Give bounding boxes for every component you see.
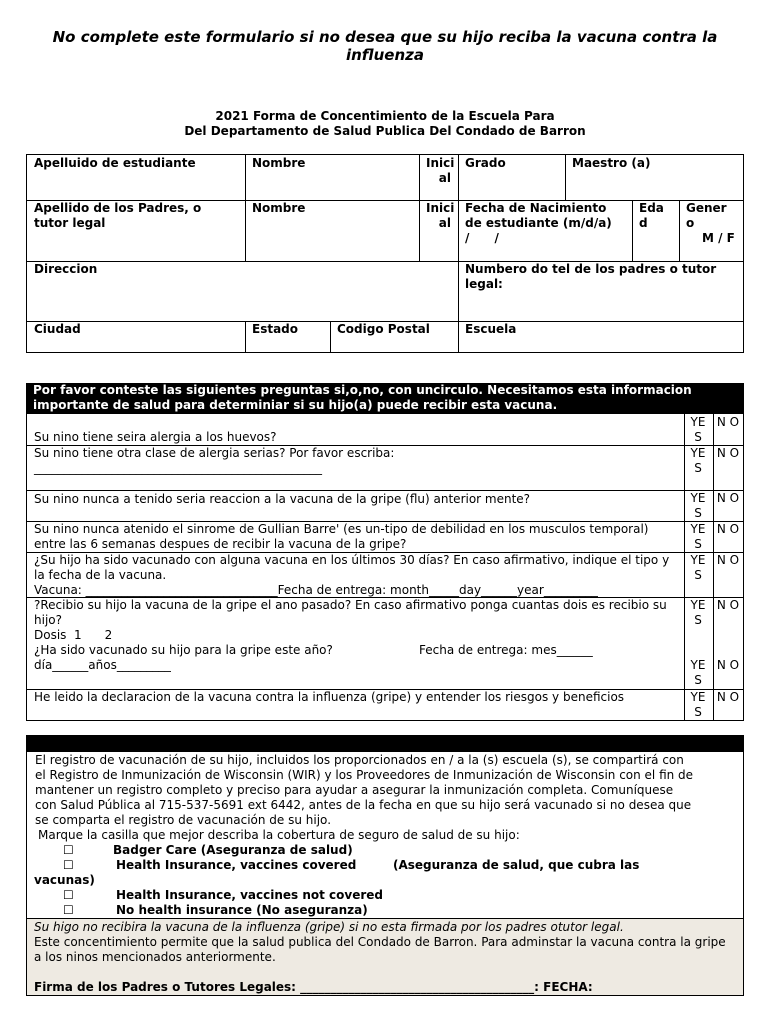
zip-label: Codigo Postal: [337, 322, 430, 336]
birthdate-slashes: / /: [465, 231, 499, 245]
parent-first-name-label: Nombre: [252, 201, 306, 215]
yes-option[interactable]: YE S: [690, 690, 706, 719]
birthdate-label: Fecha de Nacimiento de estudiante (m/d/a) / /: [458, 200, 632, 247]
signature-section: [26, 918, 744, 996]
student-first-name-label: Nombre: [252, 156, 306, 170]
option-insurance-covered-spanish-cont: vacunas): [34, 873, 95, 887]
no-option[interactable]: N O: [716, 598, 740, 612]
student-info-table: [26, 154, 744, 353]
question-read-statement: He leido la declaracion de la vacuna contra la influenza (gripe) y entender los riesgos y beneficios: [34, 690, 625, 704]
gender-label: Gener o M / F: [686, 201, 735, 245]
age-label: Eda d: [639, 201, 664, 230]
teacher-label: Maestro (a): [572, 156, 651, 170]
student-last-name-label: Apelluido de estudiante: [34, 156, 196, 170]
option-badger-care: Badger Care (Aseguranza de salud): [113, 843, 353, 857]
no-option[interactable]: N O: [716, 491, 740, 505]
signature-date-line[interactable]: Firma de los Padres o Tutores Legales: _______________________________________: FECHA:: [34, 980, 593, 994]
question-recent-vaccine: ¿Su hijo ha sido vacunado con alguna vacuna en los últimos 30 días? En caso afirmativo, indique el tipo y la fecha de la vacuna. Vacuna: ________________________________Fecha de entrega: month_____day______year_________: [34, 553, 674, 598]
option-insurance-not-covered: Health Insurance, vaccines not covered: [116, 888, 384, 902]
health-questions-table: [26, 414, 744, 721]
option-insurance-covered-spanish: (Aseguranza de salud, que cubra las: [393, 858, 640, 872]
title-line-1: 2021 Forma de Concentimiento de la Escuela Para: [215, 109, 555, 123]
state-label: Estado: [252, 322, 299, 336]
checkbox-insurance-not-covered[interactable]: ☐: [63, 888, 74, 902]
yes-option[interactable]: YE S: [690, 446, 706, 475]
gender-options: M / F: [702, 231, 735, 245]
registry-section: [26, 752, 744, 919]
parent-initial-label: Inici al: [426, 201, 455, 230]
question-egg-allergy: Su nino tiene seira alergia a los huevos?: [34, 430, 277, 444]
question-other-allergy: Su nino tiene otra clase de alergia serias? Por favor escriba: ________________________________________________: [34, 446, 674, 476]
yes-option[interactable]: YE S: [690, 415, 706, 444]
question-last-year-flu: ?Recibio su hijo la vacuna de la gripe el ano pasado? En caso afirmativo ponga cuantas dois es recibio su hijo? Dosis 1 2 ¿Ha sido vacunado su hijo para la gripe este año? Fecha de entrega: mes______ día______años_________: [34, 598, 674, 673]
address-label: Direccion: [34, 262, 98, 276]
questions-header: Por favor conteste las siguientes preguntas si,o,no, con uncirculo. Necesitamos esta informacion importante de salud para determiniar si su hijo(a) puede recibir esta vacuna.: [26, 383, 744, 414]
warning-heading: No complete este formulario si no desea que su hijo reciba la vacuna contra la influenza: [52, 28, 718, 64]
no-option[interactable]: N O: [716, 415, 740, 429]
flu-date-blank[interactable]: Fecha de entrega: mes______: [419, 643, 593, 657]
student-initial-label: Inici al: [426, 156, 455, 185]
yes-option[interactable]: YE S: [690, 658, 706, 687]
grade-label: Grado: [465, 156, 506, 170]
consent-text: Este concentimiento permite que la salud publica del Condado de Barron. Para adminstar la vacuna contra la gripe a los ninos mencionados anteriormente.: [34, 935, 726, 964]
checkbox-no-insurance[interactable]: ☐: [63, 903, 74, 917]
yes-option[interactable]: YE S: [690, 522, 706, 551]
question-this-year-flu: ¿Ha sido vacunado su hijo para la gripe este año? Fecha de entrega: mes______: [34, 643, 593, 657]
other-allergy-blank[interactable]: ________________________________________________: [34, 461, 322, 475]
checkbox-insurance-covered[interactable]: ☐: [63, 858, 74, 872]
signature-required-note: Su higo no recibira la vacuna de la influenza (gripe) si no esta firmada por los padres otutor legal.: [34, 920, 624, 934]
question-guillain-barre: Su nino nunca atenido el sinrome de Gullian Barre' (es un-tipo de debilidad en los musculos temporal) entre las 6 semanas despues de recibir la vacuna de la gripe?: [34, 522, 649, 551]
option-no-insurance: No health insurance (No aseguranza): [116, 903, 368, 917]
no-option[interactable]: N O: [716, 553, 740, 567]
registry-text: El registro de vacunación de su hijo, incluidos los proporcionados en / a la (s) escuela (s), se compartirá con el Registro de Inmunización de Wisconsin (WIR) y los Proveedores de Inmunización de Wisconsin con el fin de mantener un registro completo y preciso para ayudar a asegurar la inmunización completa. Comuníquese con Salud Pública al 715-537-5691 ext 6442, antes de la fecha en que su hijo será vacunado si no desea que se comparta el registro de vacunación de su hijo.: [35, 753, 694, 827]
yes-option[interactable]: YE S: [690, 553, 706, 582]
question-flu-reaction: Su nino nunca a tenido seria reaccion a la vacuna de la gripe (flu) anterior mente?: [34, 492, 531, 506]
insurance-prompt: Marque la casilla que mejor describa la cobertura de seguro de salud de su hijo:: [38, 828, 520, 842]
vaccine-date-blank[interactable]: Vacuna: ________________________________Fecha de entrega: month_____day______year_________: [34, 583, 598, 597]
doses-options[interactable]: Dosis 1 2: [34, 628, 113, 642]
checkbox-badger-care[interactable]: ☐: [63, 843, 74, 857]
parent-last-name-label: Apellido de los Padres, o tutor legal: [34, 201, 202, 230]
no-option[interactable]: N O: [716, 522, 740, 536]
no-option[interactable]: N O: [716, 690, 740, 704]
phone-label: Numbero do tel de los padres o tutor legal:: [465, 262, 717, 291]
yes-option[interactable]: YE S: [690, 598, 706, 627]
option-insurance-covered: Health Insurance, vaccines covered: [116, 858, 357, 872]
title-line-2: Del Departamento de Salud Publica Del Condado de Barron: [184, 124, 586, 138]
flu-date-blank-2[interactable]: día______años_________: [34, 658, 171, 672]
document-title: [30, 109, 740, 139]
yes-option[interactable]: YE S: [690, 491, 706, 520]
city-label: Ciudad: [34, 322, 81, 336]
school-label: Escuela: [465, 322, 517, 336]
no-option[interactable]: N O: [716, 446, 740, 460]
registry-header-bar: [26, 735, 744, 752]
no-option[interactable]: N O: [716, 658, 740, 672]
